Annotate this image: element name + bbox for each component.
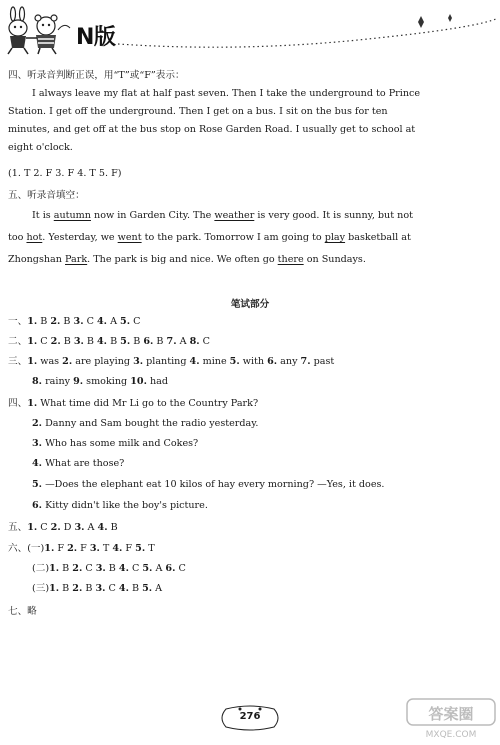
part5-line-1: It is autumn now in Garden City. The weather is very good. It is sunny, but not [32, 210, 413, 221]
written-s1: 一、1. B 2. B 3. C 4. A 5. C [8, 316, 141, 327]
written-s4-item: 四、1. What time did Mr Li go to the Country Park? [8, 398, 259, 409]
written-s4-item: 5. —Does the elephant eat 10 kilos of hay every morning? —Yes, it does. [32, 479, 385, 490]
written-s3-row1: 三、1. was 2. are playing 3. planting 4. mine 5. with 6. any 7. past [8, 356, 335, 367]
written-s3-row2: 8. rainy 9. smoking 10. had [32, 376, 169, 387]
part5-line-3: Zhongshan Park. The park is big and nice. We often go there on Sundays. [8, 254, 366, 265]
part4-answers: (1. T 2. F 3. F 4. T 5. F) [8, 168, 122, 179]
page-number: 276 [239, 711, 261, 722]
svg-text:MXQE.COM: MXQE.COM [425, 730, 477, 740]
part4-heading: 四、听录音判断正误，用“T”或“F”表示： [8, 70, 185, 81]
blank-answer: Park [65, 254, 88, 265]
written-s4-item: 6. Kitty didn't like the boy's picture. [32, 500, 208, 511]
watermark-logo [405, 695, 497, 741]
written-s2: 二、1. C 2. B 3. B 4. B 5. B 6. B 7. A 8. C [8, 336, 210, 347]
blank-answer: weather [214, 210, 255, 221]
blank-answer: there [277, 254, 304, 265]
written-s4-item: 3. Who has some milk and Cokes? [32, 438, 199, 449]
part4-paragraph-line: Station. I get off the underground. Then I get on a bus. I sit on the bus for ten [8, 106, 388, 117]
part5-heading: 五、听录音填空： [8, 190, 85, 201]
blank-answer: went [117, 232, 142, 243]
blank-answer: hot [26, 232, 43, 243]
written-s4-item: 4. What are those? [32, 458, 125, 469]
written-s7: 七、略 [8, 606, 37, 617]
written-s5: 五、1. C 2. D 3. A 4. B [8, 522, 118, 533]
svg-text:答案圈: 答案圈 [428, 705, 474, 723]
part4-paragraph-line: eight o'clock. [8, 142, 73, 153]
blank-answer: play [324, 232, 346, 243]
page-number-badge [220, 705, 280, 731]
written-s6-group1: 六、(一)1. F 2. F 3. T 4. F 5. T [8, 543, 155, 554]
edition-label: N版 [76, 25, 116, 50]
page-header [0, 0, 500, 62]
written-section-title: 笔试部分 [230, 299, 270, 310]
written-s6-group2: (二)1. B 2. C 3. B 4. C 5. A 6. C [32, 563, 186, 574]
written-s4-item: 2. Danny and Sam bought the radio yesterday. [32, 418, 259, 429]
part4-paragraph-line: minutes, and get off at the bus stop on Rose Garden Road. I usually get to school at [8, 124, 416, 135]
decorative-dotted-curve [118, 12, 498, 52]
part5-line-2: too hot. Yesterday, we went to the park. Tomorrow I am going to play basketball at [8, 232, 411, 243]
written-s6-group3: (三)1. B 2. B 3. C 4. B 5. A [32, 583, 163, 594]
part4-paragraph-line: I always leave my flat at half past seven. Then I take the underground to Prince [32, 88, 421, 99]
blank-answer: autumn [53, 210, 91, 221]
cartoon-mascots-icon [2, 6, 76, 56]
